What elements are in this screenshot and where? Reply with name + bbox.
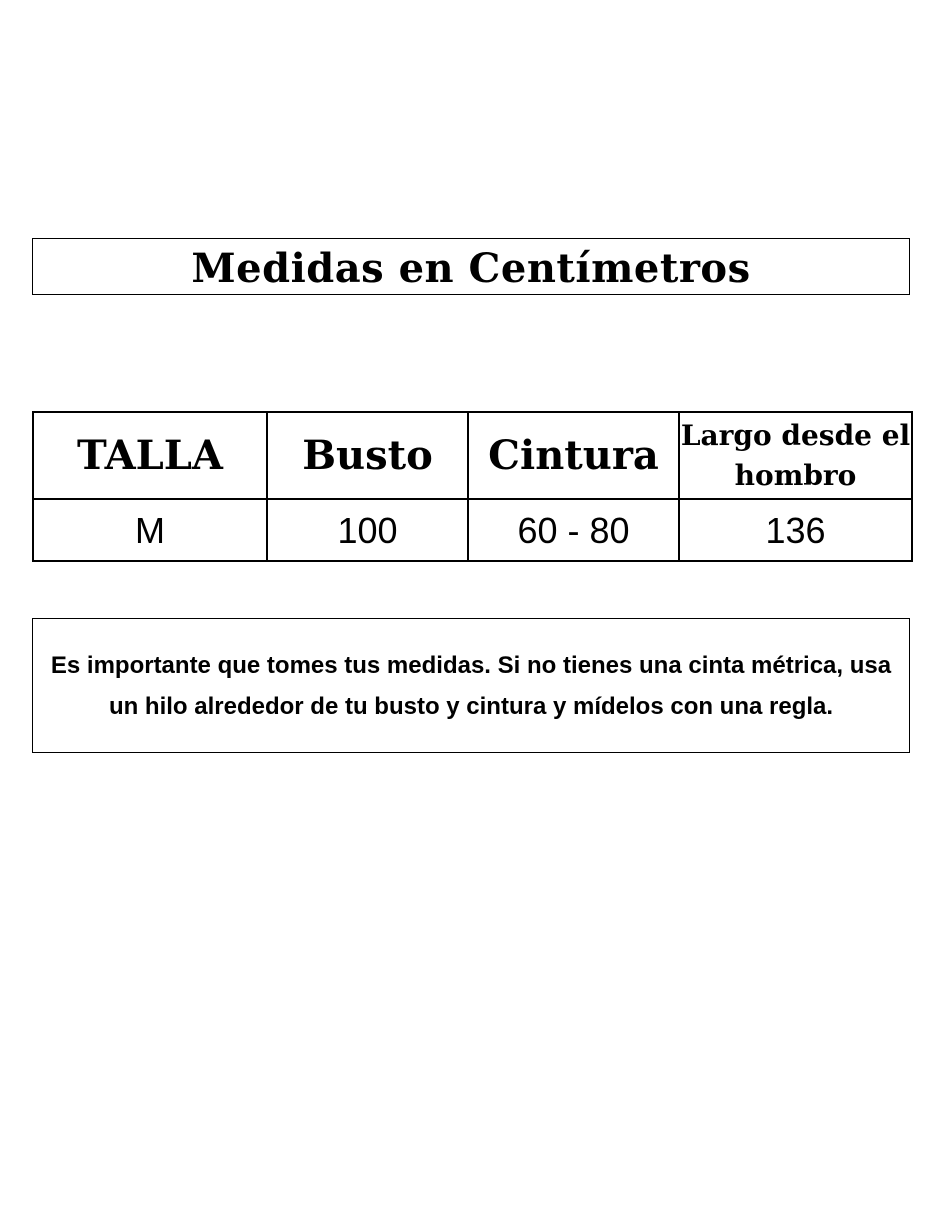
header-busto: Busto bbox=[267, 412, 468, 499]
page-title: Medidas en Centímetros bbox=[191, 244, 751, 292]
cell-cintura: 60 - 80 bbox=[468, 499, 679, 561]
cell-largo: 136 bbox=[679, 499, 912, 561]
title-box bbox=[32, 238, 910, 295]
table-header-row bbox=[33, 412, 912, 499]
cell-busto: 100 bbox=[267, 499, 468, 561]
table-row bbox=[33, 499, 912, 561]
note-box bbox=[32, 618, 910, 753]
cell-talla: M bbox=[33, 499, 267, 561]
header-largo: Largo desde el hombro bbox=[679, 412, 912, 499]
header-talla: TALLA bbox=[33, 412, 267, 499]
measurement-note: Es importante que tomes tus medidas. Si no tienes una cinta métrica, usa un hilo alrededor de tu busto y cintura y mídelos con una regla. bbox=[50, 651, 892, 720]
size-table bbox=[32, 411, 913, 562]
header-cintura: Cintura bbox=[468, 412, 679, 499]
